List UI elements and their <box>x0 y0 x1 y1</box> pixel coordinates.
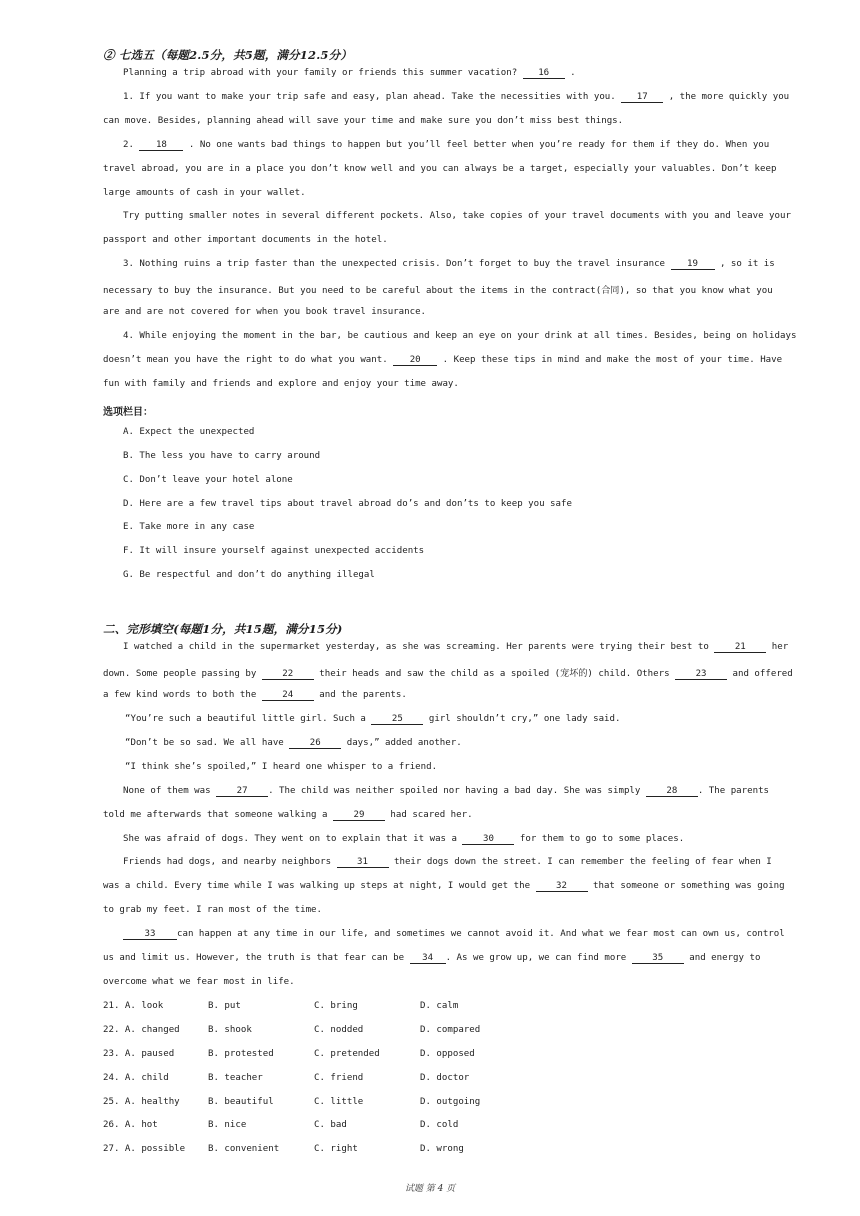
cloze-line-10 <box>123 857 772 868</box>
text-segment: for them to go to some places. <box>514 834 685 844</box>
choice-a: 25. A. healthy <box>103 1097 180 1107</box>
cloze-line-5 <box>125 738 462 749</box>
text-segment: days,” added another. <box>341 738 462 748</box>
option-c: C. Don’t leave your hotel alone <box>123 475 293 485</box>
answer-blank-29: 29 <box>333 810 385 821</box>
page-footer: 试题 第 4 页 <box>404 1184 456 1194</box>
text-segment: her <box>766 642 789 652</box>
answer-blank-16: 16 <box>523 68 565 79</box>
cloze-line-7 <box>123 786 769 797</box>
choice-d: D. calm <box>420 1001 459 1011</box>
cloze-line-1 <box>123 642 788 653</box>
choice-c: C. friend <box>314 1073 364 1083</box>
answer-blank-33: 33 <box>123 929 177 940</box>
answer-blank-35: 35 <box>632 953 684 964</box>
paragraph-5-line-3: fun with family and friends and explore and enjoy your time away. <box>103 379 459 389</box>
text-segment: girl shouldn’t cry,” one lady said. <box>423 714 621 724</box>
choice-d: D. doctor <box>420 1073 470 1083</box>
text-segment: a few kind words to both the <box>103 690 262 700</box>
choice-b: B. put <box>208 1001 241 1011</box>
options-label: 选项栏目： <box>103 407 153 418</box>
paragraph-2-line-3: large amounts of cash in your wallet. <box>103 188 306 198</box>
choice-a: 27. A. possible <box>103 1144 186 1154</box>
text-segment: and energy to <box>683 953 761 963</box>
choice-a: 23. A. paused <box>103 1049 175 1059</box>
text-segment: had scared her. <box>384 810 473 820</box>
answer-blank-27: 27 <box>216 786 268 797</box>
answer-blank-30: 30 <box>462 834 514 845</box>
text-segment: I watched a child in the supermarket yesterday, as she was screaming. Her parents were trying their best to <box>123 642 715 652</box>
text-segment: down. Some people passing by <box>103 669 262 679</box>
text-segment: their heads and saw the child as a spoiled (宠坏的) child. Others <box>313 669 676 679</box>
text-segment: doesn’t mean you have the right to do what you want. <box>103 355 394 365</box>
cloze-line-8 <box>103 810 473 821</box>
cloze-line-9 <box>123 834 684 845</box>
text-segment: , so it is <box>714 259 775 269</box>
text-segment: “Don’t be so sad. We all have <box>125 738 290 748</box>
choice-d: D. cold <box>420 1120 459 1130</box>
text-segment: , the more quickly you <box>663 92 790 102</box>
cloze-line-6: “I think she’s spoiled,” I heard one whisper to a friend. <box>125 762 438 772</box>
choice-a: 24. A. child <box>103 1073 169 1083</box>
choice-b: B. teacher <box>208 1073 263 1083</box>
text-segment: 3. Nothing ruins a trip faster than the unexpected crisis. Don’t forget to buy the travel insurance <box>123 259 671 269</box>
choice-b: B. nice <box>208 1120 247 1130</box>
paragraph-1-line-1 <box>123 92 789 103</box>
choice-b: B. protested <box>208 1049 274 1059</box>
text-segment: their dogs down the street. I can remember the feeling of fear when I <box>388 857 772 867</box>
text-segment: Planning a trip abroad with your family or friends this summer vacation? <box>123 68 523 78</box>
text-segment: She was afraid of dogs. They went on to explain that it was a <box>123 834 463 844</box>
choice-c: C. bad <box>314 1120 347 1130</box>
text-segment: . Keep these tips in mind and make the most of your time. Have <box>437 355 783 365</box>
answer-blank-19: 19 <box>671 259 715 270</box>
paragraph-4-line-1 <box>123 259 775 270</box>
paragraph-4-line-2: necessary to buy the insurance. But you need to be careful about the items in the contract(合同), so that you know what you <box>103 286 773 296</box>
text-segment: and the parents. <box>313 690 407 700</box>
cloze-line-15: overcome what we fear most in life. <box>103 977 295 987</box>
answer-blank-26: 26 <box>289 738 341 749</box>
text-segment: Friends had dogs, and nearby neighbors <box>123 857 337 867</box>
cloze-line-12: to grab my feet. I ran most of the time. <box>103 905 322 915</box>
text-segment: . As we grow up, we can find more <box>445 953 632 963</box>
answer-blank-32: 32 <box>536 881 588 892</box>
option-d: D. Here are a few travel tips about travel abroad do’s and don’ts to keep you safe <box>123 499 572 509</box>
choice-a: 26. A. hot <box>103 1120 158 1130</box>
paragraph-2-line-2: travel abroad, you are in a place you don’t know well and you can always be a target, especially your valuables. Don’t keep <box>103 164 777 174</box>
cloze-line-11 <box>103 881 785 892</box>
cloze-line-4 <box>125 714 620 725</box>
option-e: E. Take more in any case <box>123 522 255 532</box>
answer-blank-34: 34 <box>410 953 446 964</box>
text-segment: was a child. Every time while I was walking up steps at night, I would get the <box>103 881 536 891</box>
answer-blank-18: 18 <box>139 140 183 151</box>
choice-b: B. beautiful <box>208 1097 274 1107</box>
option-b: B. The less you have to carry around <box>123 451 321 461</box>
choice-d: D. compared <box>420 1025 481 1035</box>
cloze-line-13 <box>123 929 785 940</box>
choice-c: C. little <box>314 1097 364 1107</box>
answer-blank-31: 31 <box>337 857 389 868</box>
answer-blank-20: 20 <box>393 355 437 366</box>
text-segment: told me afterwards that someone walking a <box>103 810 333 820</box>
choice-b: B. shook <box>208 1025 252 1035</box>
choice-a: 22. A. changed <box>103 1025 180 1035</box>
choice-d: D. outgoing <box>420 1097 481 1107</box>
answer-blank-23: 23 <box>675 669 727 680</box>
paragraph-5-line-1: 4. While enjoying the moment in the bar, be cautious and keep an eye on your drink at all times. Besides, being on holidays <box>123 331 797 341</box>
answer-blank-22: 22 <box>262 669 314 680</box>
answer-blank-17: 17 <box>621 92 663 103</box>
text-segment: 1. If you want to make your trip safe and easy, plan ahead. Take the necessities with you. <box>123 92 622 102</box>
paragraph-3-line-2: passport and other important documents in the hotel. <box>103 235 388 245</box>
paragraph-3-line-1: Try putting smaller notes in several different pockets. Also, take copies of your travel documents with you and leave your <box>123 211 791 221</box>
text-segment: None of them was <box>123 786 217 796</box>
paragraph-1-line-2: can move. Besides, planning ahead will save your time and make sure you don’t miss best things. <box>103 116 624 126</box>
option-a: A. Expect the unexpected <box>123 427 255 437</box>
text-segment: . No one wants bad things to happen but you’ll feel better when you’re ready for them if they do. When you <box>183 140 770 150</box>
section-heading-seven-choose-five: ② 七选五（每题2.5分，共5题，满分12.5分） <box>103 48 353 62</box>
choice-c: C. right <box>314 1144 358 1154</box>
text-segment: . The child was neither spoiled nor having a bad day. She was simply <box>268 786 646 796</box>
choice-c: C. pretended <box>314 1049 380 1059</box>
cloze-line-3 <box>103 690 407 701</box>
answer-blank-24: 24 <box>262 690 314 701</box>
paragraph-4-line-3: are and are not covered for when you book travel insurance. <box>103 307 427 317</box>
text-segment: . The parents <box>697 786 770 796</box>
choice-a: 21. A. look <box>103 1001 164 1011</box>
option-f: F. It will insure yourself against unexpected accidents <box>123 546 425 556</box>
choice-d: D. wrong <box>420 1144 464 1154</box>
text-segment: “You’re such a beautiful little girl. Such a <box>125 714 372 724</box>
text-segment: can happen at any time in our life, and sometimes we cannot avoid it. And what we fear most can own us, control <box>177 929 785 939</box>
paragraph-5-line-2 <box>103 355 782 366</box>
option-g: G. Be respectful and don’t do anything illegal <box>123 570 375 580</box>
answer-blank-21: 21 <box>714 642 766 653</box>
cloze-line-2 <box>103 666 793 680</box>
cloze-line-14 <box>103 953 760 964</box>
choice-c: C. bring <box>314 1001 358 1011</box>
text-segment: us and limit us. However, the truth is that fear can be <box>103 953 410 963</box>
text-segment: that someone or something was going <box>587 881 785 891</box>
answer-blank-28: 28 <box>646 786 698 797</box>
paragraph-2-line-1 <box>123 140 769 151</box>
choice-d: D. opposed <box>420 1049 475 1059</box>
answer-blank-25: 25 <box>371 714 423 725</box>
intro-line <box>123 68 576 79</box>
text-segment: 2. <box>123 140 140 150</box>
text-segment: and offered <box>727 669 793 679</box>
text-segment: . <box>564 68 576 78</box>
choice-c: C. nodded <box>314 1025 364 1035</box>
choice-b: B. convenient <box>208 1144 280 1154</box>
section-heading-cloze: 二、完形填空(每题1分，共15题，满分15分) <box>103 622 343 636</box>
